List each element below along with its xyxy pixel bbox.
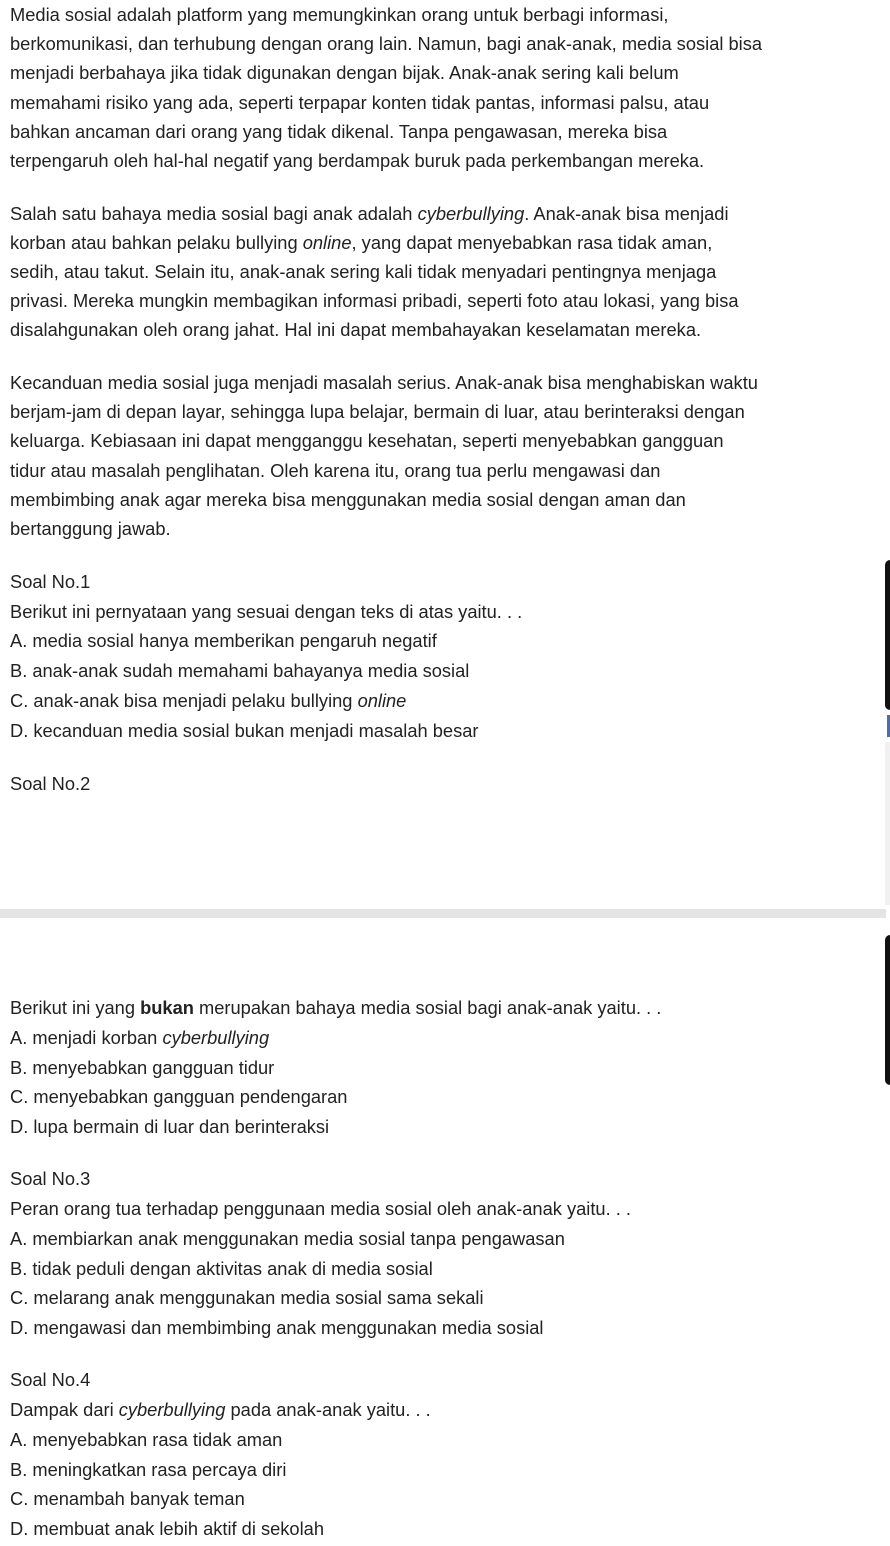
edge-scroll-bar [885, 560, 890, 710]
option-b[interactable]: B. tidak peduli dengan aktivitas anak di media sosial [10, 1257, 433, 1279]
option-d[interactable]: D. mengawasi dan membimbing anak menggunakan media sosial [10, 1317, 544, 1339]
text-line: menjadi berbahaya jika tidak digunakan dengan bijak. Anak-anak sering kali belum [10, 62, 679, 84]
option-b[interactable]: B. anak-anak sudah memahami bahayanya media sosial [10, 660, 470, 682]
option-a[interactable]: A. media sosial hanya memberikan pengaruh negatif [10, 630, 437, 652]
option-b[interactable]: B. menyebabkan gangguan tidur [10, 1056, 275, 1078]
question-text [10, 1395, 888, 1425]
text-run: pada anak-anak yaitu. . . [225, 1398, 431, 1420]
question-label: Soal No.3 [10, 1167, 91, 1189]
text-line [10, 199, 888, 228]
text-line: membimbing anak agar mereka bisa menggunakan media sosial dengan aman dan [10, 488, 686, 510]
edge-panel [885, 742, 890, 905]
italic-term: online [357, 690, 407, 712]
question-1 [10, 567, 888, 746]
passage-paragraph-3 [10, 368, 888, 543]
passage-paragraph-1 [10, 0, 888, 175]
page-divider [0, 909, 886, 918]
text-run: A. menjadi korban [10, 1026, 163, 1048]
option-d[interactable]: D. lupa bermain di luar dan berinteraksi [10, 1116, 330, 1138]
text-line: sedih, atau takut. Selain itu, anak-anak sering kali tidak menyadari pentingnya menjaga [10, 261, 717, 282]
italic-term: cyberbullying [162, 1026, 270, 1048]
question-label: Soal No.2 [10, 773, 91, 795]
italic-term: online [302, 231, 352, 253]
passage-paragraph-2 [10, 199, 888, 345]
text-line: Kecanduan media sosial juga menjadi masalah serius. Anak-anak bisa menghabiskan waktu [10, 372, 758, 394]
text-line: terpengaruh oleh hal-hal negatif yang berdampak buruk pada perkembangan mereka. [10, 149, 705, 171]
text-run: Salah satu bahaya media sosial bagi anak adalah [10, 202, 418, 224]
text-line: memahami risiko yang ada, seperti terpapar konten tidak pantas, informasi palsu, atau [10, 91, 710, 113]
italic-term: cyberbullying [417, 202, 525, 224]
text-line: privasi. Mereka mungkin membagikan informasi pribadi, seperti foto atau lokasi, yang bisa [10, 290, 739, 312]
option-b[interactable]: B. meningkatkan rasa percaya diri [10, 1458, 287, 1480]
text-run: . Anak-anak bisa menjadi [524, 202, 729, 224]
question-3 [10, 1164, 888, 1343]
text-run: , yang dapat menyebabkan rasa tidak aman, [351, 231, 713, 253]
text-line: keluarga. Kebiasaan ini dapat mengganggu kesehatan, seperti menyebabkan gangguan [10, 430, 724, 452]
text-run: C. anak-anak bisa menjadi pelaku bullying [10, 690, 358, 712]
text-line: bertanggung jawab. [10, 518, 171, 539]
option-a[interactable]: A. membiarkan anak menggunakan media sosial tanpa pengawasan [10, 1227, 565, 1249]
text-line: tidur atau masalah penglihatan. Oleh karena itu, orang tua perlu mengawasi dan [10, 459, 661, 481]
text-line [10, 228, 888, 257]
text-line: berjam-jam di depan layar, sehingga lupa belajar, bermain di luar, atau berinteraksi dengan [10, 401, 745, 423]
question-label: Soal No.1 [10, 570, 91, 592]
question-text: Peran orang tua terhadap penggunaan media sosial oleh anak-anak yaitu. . . [10, 1197, 631, 1219]
option-d[interactable]: D. kecanduan media sosial bukan menjadi masalah besar [10, 719, 479, 741]
question-2 [10, 993, 888, 1142]
document-page-2 [10, 993, 888, 1544]
text-run: Berikut ini yang [10, 997, 141, 1018]
bold-term: bukan [140, 997, 194, 1018]
text-run: korban atau bahkan pelaku bullying [10, 231, 303, 253]
document-page [10, 0, 888, 799]
text-line: bahkan ancaman dari orang yang tidak dikenal. Tanpa pengawasan, mereka bisa [10, 120, 668, 142]
text-run: Dampak dari [10, 1398, 119, 1420]
text-run: merupakan bahaya media sosial bagi anak-anak yaitu. . . [193, 997, 662, 1018]
question-text: Berikut ini pernyataan yang sesuai dengan teks di atas yaitu. . . [10, 600, 523, 622]
option-c[interactable]: C. menyebabkan gangguan pendengaran [10, 1086, 348, 1108]
question-label: Soal No.4 [10, 1368, 91, 1390]
option-d[interactable]: D. membuat anak lebih aktif di sekolah [10, 1518, 324, 1540]
option-a[interactable] [10, 1023, 888, 1053]
option-c[interactable]: C. menambah banyak teman [10, 1488, 245, 1510]
text-line: berkomunikasi, dan terhubung dengan orang lain. Namun, bagi anak-anak, media sosial bisa [10, 33, 763, 55]
text-line: Media sosial adalah platform yang memungkinkan orang untuk berbagi informasi, [10, 4, 669, 25]
option-c[interactable] [10, 686, 888, 716]
question-text [10, 993, 888, 1023]
question-4 [10, 1365, 888, 1544]
option-c[interactable]: C. melarang anak menggunakan media sosial sama sekali [10, 1287, 484, 1309]
text-line: disalahgunakan oleh orang jahat. Hal ini dapat membahayakan keselamatan mereka. [10, 319, 702, 341]
option-a[interactable]: A. menyebabkan rasa tidak aman [10, 1428, 283, 1450]
italic-term: cyberbullying [118, 1398, 226, 1420]
